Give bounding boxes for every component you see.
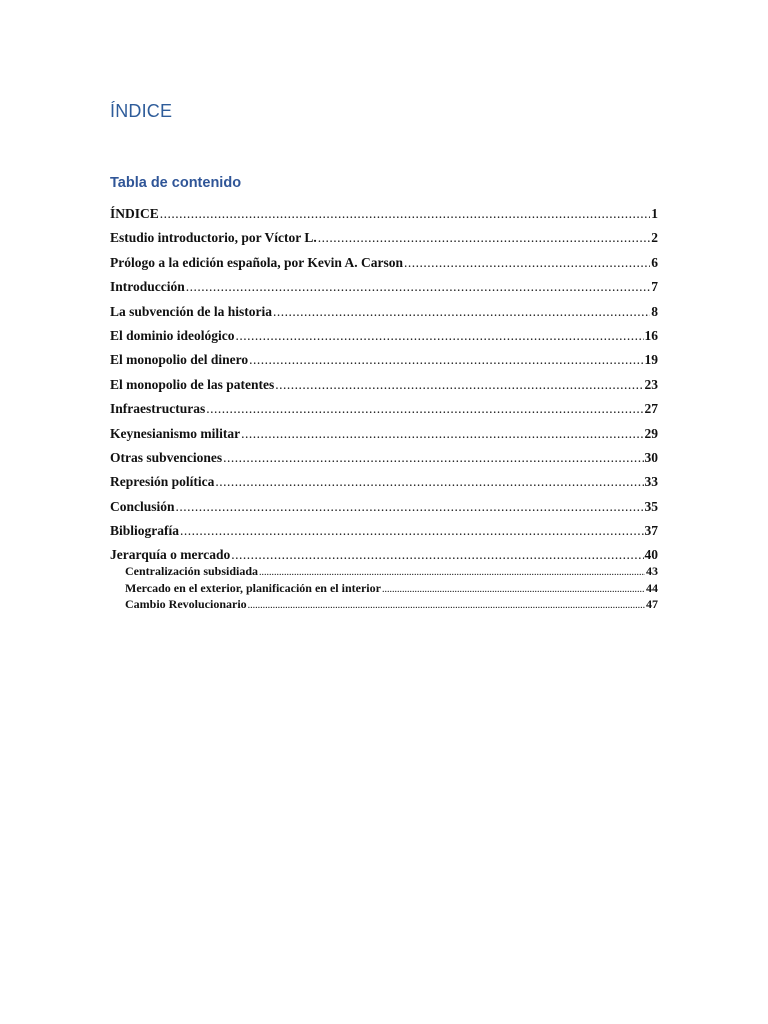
toc-entry-title: Prólogo a la edición española, por Kevin A. Carson: [110, 254, 404, 270]
toc-entry-page: 47: [646, 596, 658, 611]
toc-entry-title: Conclusión: [110, 498, 175, 514]
toc-entry-title: Estudio introductorio, por Víctor L.: [110, 230, 317, 246]
toc-entry-page: 43: [646, 564, 658, 579]
table-of-contents: [110, 204, 658, 612]
toc-dot-leader: [248, 598, 645, 612]
toc-dot-leader: [231, 545, 643, 563]
toc-entry-title: El dominio ideológico: [110, 327, 235, 343]
toc-dot-leader: [259, 565, 645, 579]
toc-entry[interactable]: [110, 448, 658, 472]
toc-entry[interactable]: [110, 204, 658, 228]
toc-entry-title: Represión política: [110, 474, 215, 490]
toc-entry[interactable]: [110, 228, 658, 252]
toc-entry-title: Infraestructuras: [110, 401, 206, 417]
toc-dot-leader: [176, 497, 644, 517]
toc-entry-title: La subvención de la historia: [110, 303, 273, 319]
toc-entry[interactable]: [110, 253, 658, 277]
toc-entry[interactable]: [110, 302, 658, 326]
toc-subentry[interactable]: [110, 580, 658, 596]
toc-entry-page: 40: [644, 547, 658, 563]
toc-entry-title: El monopolio del dinero: [110, 352, 249, 368]
toc-entry[interactable]: [110, 545, 658, 563]
toc-entry-page: 7: [651, 279, 658, 295]
toc-entry-page: 44: [646, 580, 658, 595]
toc-entry[interactable]: [110, 350, 658, 374]
toc-entry[interactable]: [110, 497, 658, 521]
toc-subentry[interactable]: [110, 596, 658, 612]
toc-dot-leader: [275, 375, 643, 395]
toc-entry-page: 29: [644, 425, 658, 441]
toc-entry-title: Keynesianismo militar: [110, 425, 241, 441]
toc-title: Tabla de contenido: [110, 175, 242, 191]
toc-dot-leader: [241, 424, 643, 444]
toc-entry[interactable]: [110, 399, 658, 423]
toc-entry-page: 19: [644, 352, 658, 368]
toc-dot-leader: [215, 472, 643, 492]
toc-entry-page: 30: [644, 449, 658, 465]
toc-entry-page: 1: [651, 206, 658, 221]
toc-dot-leader: [160, 204, 650, 224]
toc-entry-title: Cambio Revolucionario: [125, 596, 247, 611]
toc-dot-leader: [236, 326, 644, 346]
toc-dot-leader: [404, 253, 650, 273]
toc-entry-title: El monopolio de las patentes: [110, 376, 275, 392]
toc-entry-title: Bibliografía: [110, 523, 180, 539]
toc-entry[interactable]: [110, 277, 658, 301]
toc-entry-page: 2: [651, 230, 658, 246]
toc-dot-leader: [206, 399, 643, 419]
toc-entry[interactable]: [110, 375, 658, 399]
toc-entry-page: 8: [651, 303, 658, 319]
toc-entry-page: 33: [644, 474, 658, 490]
toc-dot-leader: [180, 521, 643, 541]
toc-entry[interactable]: [110, 521, 658, 545]
toc-dot-leader: [382, 582, 645, 596]
toc-entry-title: Centralización subsidiada: [125, 564, 259, 579]
toc-entry-page: 6: [651, 254, 658, 270]
toc-entry-title: ÍNDICE: [110, 206, 159, 221]
toc-entry-title: Introducción: [110, 279, 185, 295]
toc-dot-leader: [186, 277, 650, 297]
toc-entry-page: 37: [644, 523, 658, 539]
toc-entry-page: 35: [644, 498, 658, 514]
toc-entry[interactable]: [110, 472, 658, 496]
toc-entry-title: Mercado en el exterior, planificación en el interior: [125, 580, 381, 595]
toc-entry-title: Jerarquía o mercado: [110, 547, 231, 563]
toc-entry-page: 27: [644, 401, 658, 417]
toc-entry-page: 16: [644, 327, 658, 343]
toc-entry-title: Otras subvenciones: [110, 449, 223, 465]
toc-entry[interactable]: [110, 424, 658, 448]
toc-entry-page: 23: [644, 376, 658, 392]
toc-dot-leader: [318, 228, 650, 248]
toc-dot-leader: [223, 448, 643, 468]
toc-entry[interactable]: [110, 326, 658, 350]
toc-dot-leader: [249, 350, 643, 370]
toc-subentry[interactable]: [110, 563, 658, 579]
page-heading: ÍNDICE: [110, 101, 173, 121]
toc-dot-leader: [273, 302, 650, 322]
